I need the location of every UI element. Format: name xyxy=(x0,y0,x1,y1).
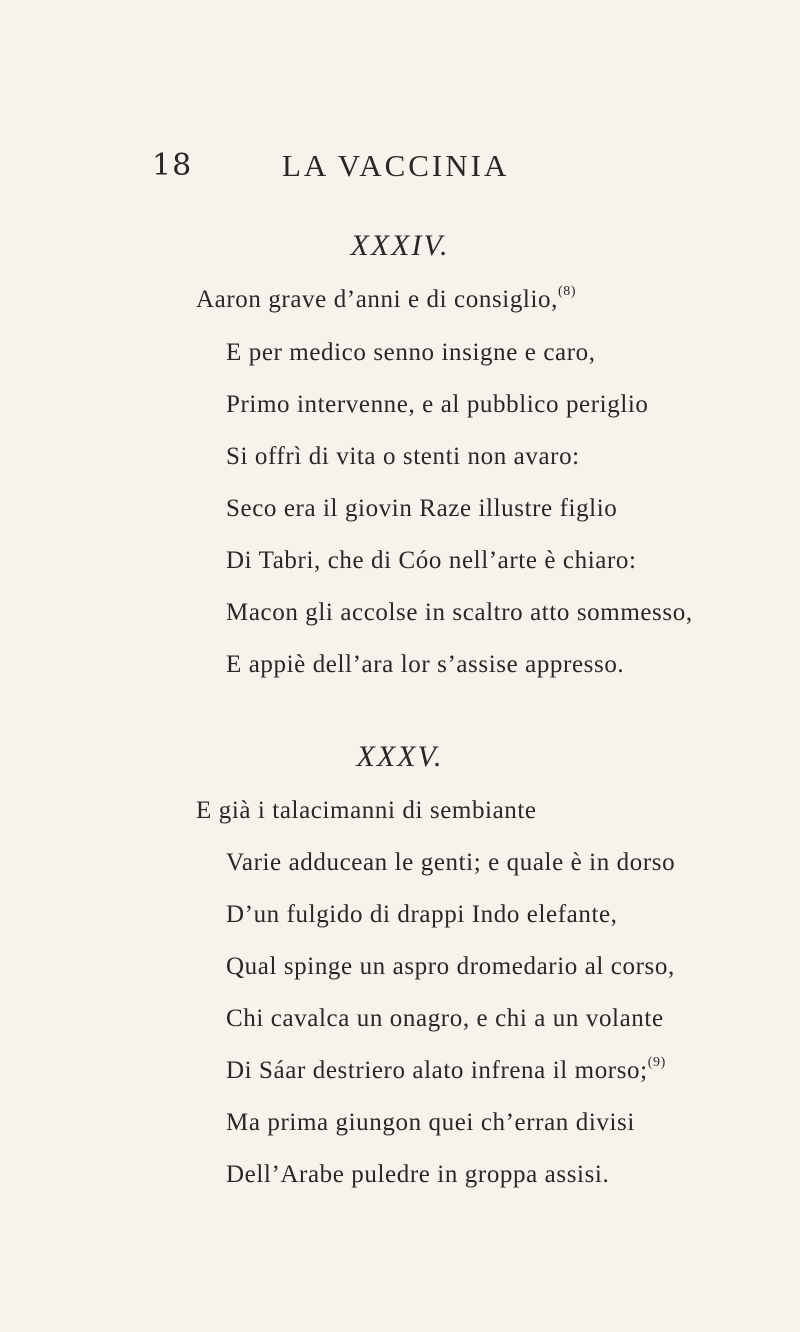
page-number: 18 xyxy=(152,148,193,183)
verse-line: Dell’Arabe puledre in groppa assisi. xyxy=(226,1161,610,1188)
stanza-number: XXXIV. xyxy=(350,229,450,262)
verse-line: Primo intervenne, e al pubblico periglio xyxy=(226,391,649,418)
stanza-number: XXXV. xyxy=(356,740,444,773)
verse-line: E appiè dell’ara lor s’assise appresso. xyxy=(226,651,625,678)
verse-line: E già i talacimanni di sembiante xyxy=(196,797,537,824)
verse-line: Si offrì di vita o stenti non avaro: xyxy=(226,443,580,470)
verse-line: Chi cavalca un onagro, e chi a un volante xyxy=(226,1005,664,1032)
verse-line: Di Sáar destriero alato infrena il morso;$^{(9)}$ xyxy=(226,1055,666,1084)
running-head xyxy=(152,148,632,188)
verse-line: Varie adducean le genti; e quale è in dorso xyxy=(226,849,676,876)
verse-line: D’un fulgido di drappi Indo elefante, xyxy=(226,901,618,928)
verse-line: Di Tabri, che di Cóo nell’arte è chiaro: xyxy=(226,547,637,574)
verse-line: Seco era il giovin Raze illustre figlio xyxy=(226,495,618,522)
verse-line: Aaron grave d’anni e di consiglio,$^{(8)}$ xyxy=(196,284,577,313)
verse-line: Ma prima giungon quei ch’erran divisi xyxy=(226,1109,635,1136)
verse-line: Macon gli accolse in scaltro atto sommesso, xyxy=(226,599,693,626)
verse-line: E per medico senno insigne e caro, xyxy=(226,339,596,366)
footnote-ref: (9) xyxy=(647,1055,666,1070)
verse-line: Qual spinge un aspro dromedario al corso, xyxy=(226,953,675,980)
book-title: LA VACCINIA xyxy=(282,148,510,183)
footnote-ref: (8) xyxy=(557,284,577,299)
